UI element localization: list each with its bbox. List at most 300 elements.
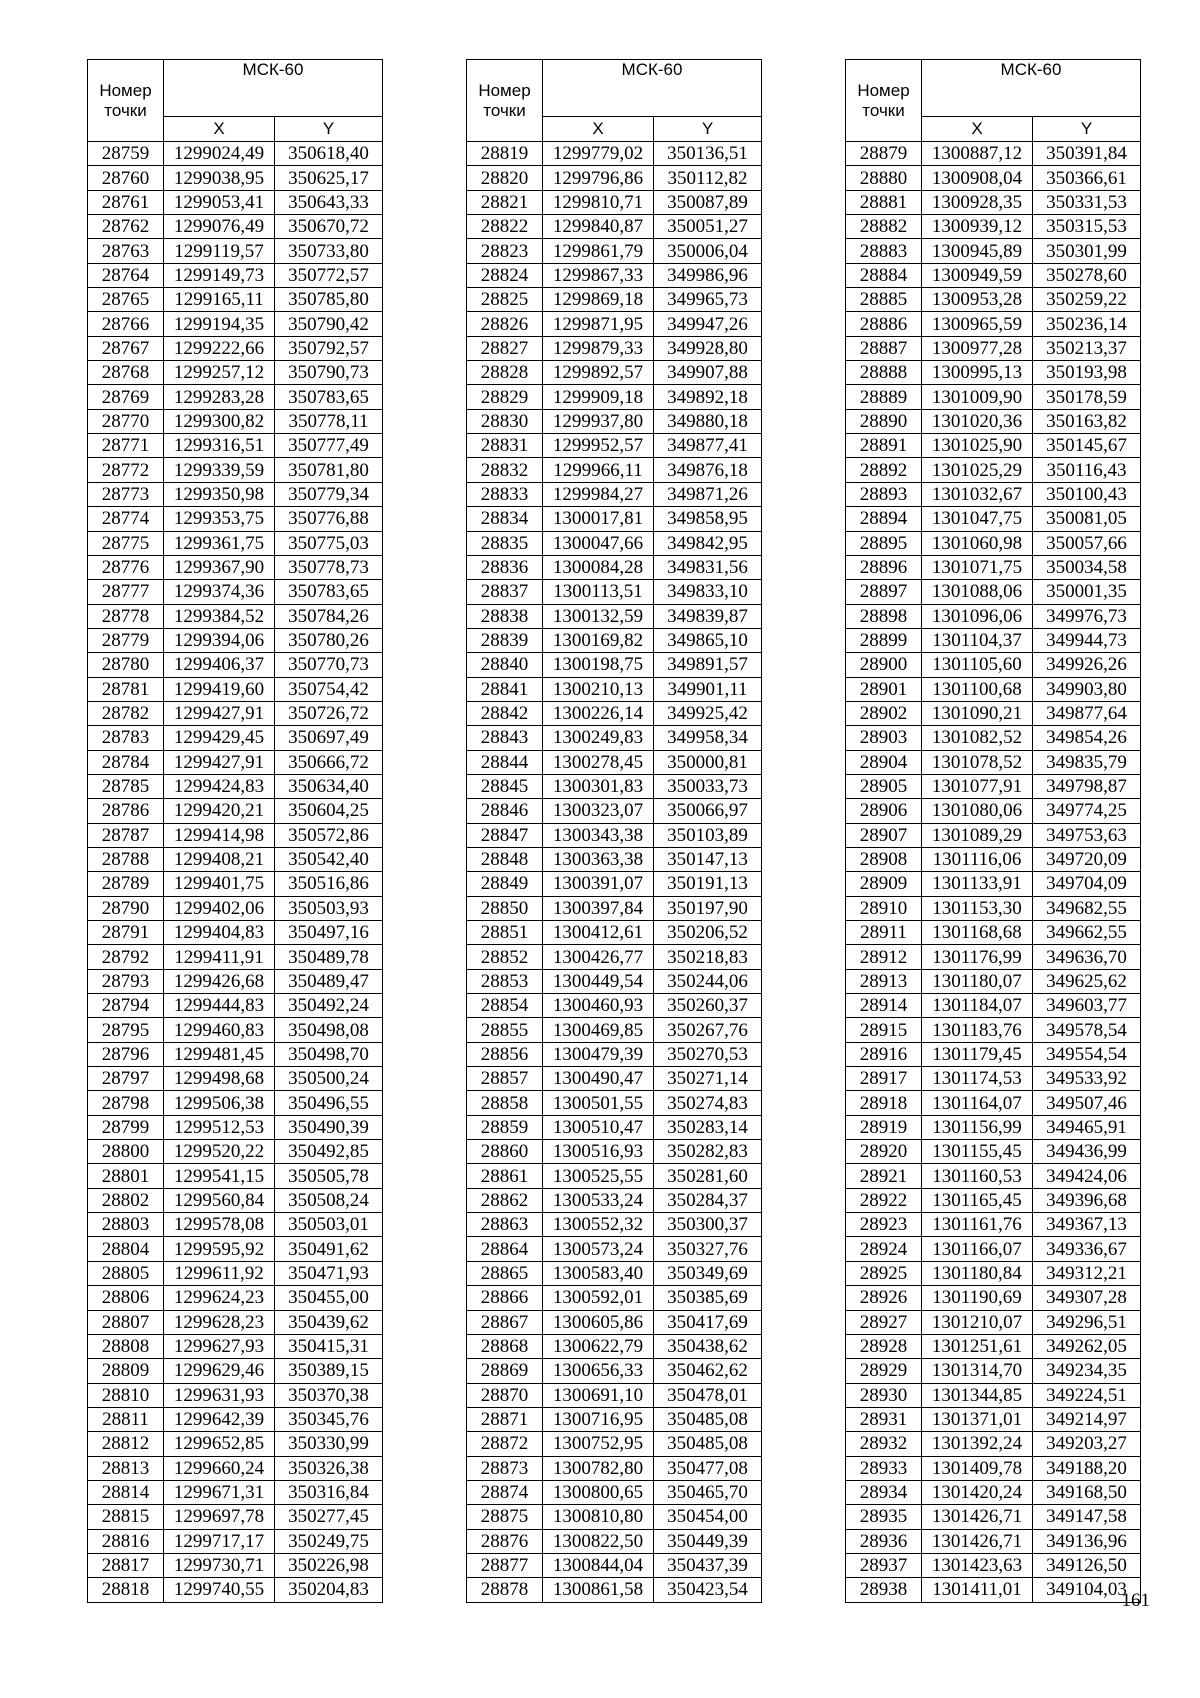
point-number-cell: 28881 bbox=[846, 190, 922, 214]
x-cell: 1300323,07 bbox=[543, 799, 654, 823]
point-number-cell: 28774 bbox=[88, 507, 164, 531]
point-number-cell: 28867 bbox=[467, 1310, 543, 1334]
x-cell: 1299316,51 bbox=[164, 434, 275, 458]
x-cell: 1301392,24 bbox=[922, 1432, 1033, 1456]
point-number-cell: 28849 bbox=[467, 872, 543, 896]
point-number-cell: 28816 bbox=[88, 1529, 164, 1553]
point-number-cell: 28827 bbox=[467, 336, 543, 360]
point-number-cell: 28902 bbox=[846, 701, 922, 725]
y-cell: 350389,15 bbox=[275, 1359, 383, 1383]
y-cell: 350485,08 bbox=[654, 1432, 762, 1456]
x-cell: 1300490,47 bbox=[543, 1067, 654, 1091]
point-number-cell: 28909 bbox=[846, 872, 922, 896]
x-cell: 1300965,59 bbox=[922, 312, 1033, 336]
table-row bbox=[846, 1213, 1141, 1237]
point-number-cell: 28862 bbox=[467, 1188, 543, 1212]
x-cell: 1300552,32 bbox=[543, 1213, 654, 1237]
point-number-cell: 28900 bbox=[846, 653, 922, 677]
point-number-cell: 28872 bbox=[467, 1432, 543, 1456]
table-row bbox=[467, 677, 762, 701]
x-cell: 1299374,36 bbox=[164, 580, 275, 604]
header-y: Y bbox=[1033, 116, 1141, 141]
point-number-cell: 28922 bbox=[846, 1188, 922, 1212]
x-cell: 1300908,04 bbox=[922, 166, 1033, 190]
x-cell: 1299871,95 bbox=[543, 312, 654, 336]
y-cell: 349986,96 bbox=[654, 263, 762, 287]
y-cell: 350193,98 bbox=[1033, 361, 1141, 385]
point-number-cell: 28908 bbox=[846, 847, 922, 871]
y-cell: 350260,37 bbox=[654, 994, 762, 1018]
y-cell: 349603,77 bbox=[1033, 994, 1141, 1018]
table-row bbox=[846, 434, 1141, 458]
y-cell: 350326,38 bbox=[275, 1456, 383, 1480]
y-cell: 350754,42 bbox=[275, 677, 383, 701]
y-cell: 350249,75 bbox=[275, 1529, 383, 1553]
table-row bbox=[88, 1261, 383, 1285]
y-cell: 349104,03 bbox=[1033, 1578, 1141, 1602]
point-number-cell: 28858 bbox=[467, 1091, 543, 1115]
x-cell: 1301116,06 bbox=[922, 847, 1033, 871]
point-number-cell: 28919 bbox=[846, 1115, 922, 1139]
point-number-cell: 28850 bbox=[467, 896, 543, 920]
x-cell: 1301080,06 bbox=[922, 799, 1033, 823]
table-row bbox=[467, 1115, 762, 1139]
point-number-cell: 28871 bbox=[467, 1407, 543, 1431]
point-number-cell: 28809 bbox=[88, 1359, 164, 1383]
point-number-cell: 28876 bbox=[467, 1529, 543, 1553]
point-number-cell: 28866 bbox=[467, 1286, 543, 1310]
table-row bbox=[467, 434, 762, 458]
point-number-cell: 28886 bbox=[846, 312, 922, 336]
point-number-cell: 28821 bbox=[467, 190, 543, 214]
x-cell: 1299053,41 bbox=[164, 190, 275, 214]
table-row bbox=[88, 1334, 383, 1358]
y-cell: 350775,03 bbox=[275, 531, 383, 555]
table-row bbox=[846, 750, 1141, 774]
table-row bbox=[88, 1432, 383, 1456]
table-row bbox=[467, 653, 762, 677]
x-cell: 1300460,93 bbox=[543, 994, 654, 1018]
y-cell: 350244,06 bbox=[654, 969, 762, 993]
x-cell: 1299952,57 bbox=[543, 434, 654, 458]
point-number-cell: 28780 bbox=[88, 653, 164, 677]
y-cell: 350785,80 bbox=[275, 288, 383, 312]
x-cell: 1301155,45 bbox=[922, 1140, 1033, 1164]
point-number-cell: 28782 bbox=[88, 701, 164, 725]
x-cell: 1301411,01 bbox=[922, 1578, 1033, 1602]
y-cell: 350057,66 bbox=[1033, 531, 1141, 555]
table-row bbox=[846, 896, 1141, 920]
table-body bbox=[467, 142, 762, 1603]
table-row bbox=[467, 726, 762, 750]
x-cell: 1299406,37 bbox=[164, 653, 275, 677]
table-row bbox=[467, 750, 762, 774]
x-cell: 1299149,73 bbox=[164, 263, 275, 287]
point-number-cell: 28775 bbox=[88, 531, 164, 555]
x-cell: 1301183,76 bbox=[922, 1018, 1033, 1042]
table-body bbox=[88, 142, 383, 1603]
x-cell: 1299660,24 bbox=[164, 1456, 275, 1480]
table-row bbox=[467, 190, 762, 214]
x-cell: 1300301,83 bbox=[543, 774, 654, 798]
y-cell: 350772,57 bbox=[275, 263, 383, 287]
x-cell: 1301071,75 bbox=[922, 555, 1033, 579]
table-row bbox=[846, 774, 1141, 798]
table-row bbox=[846, 1529, 1141, 1553]
y-cell: 350496,55 bbox=[275, 1091, 383, 1115]
point-number-cell: 28928 bbox=[846, 1334, 922, 1358]
point-number-cell: 28810 bbox=[88, 1383, 164, 1407]
point-number-cell: 28763 bbox=[88, 239, 164, 263]
point-number-cell: 28832 bbox=[467, 458, 543, 482]
x-cell: 1300953,28 bbox=[922, 288, 1033, 312]
x-cell: 1301060,98 bbox=[922, 531, 1033, 555]
point-number-cell: 28896 bbox=[846, 555, 922, 579]
table-row bbox=[846, 653, 1141, 677]
table-row bbox=[846, 312, 1141, 336]
y-cell: 349877,41 bbox=[654, 434, 762, 458]
x-cell: 1299350,98 bbox=[164, 482, 275, 506]
point-number-cell: 28792 bbox=[88, 945, 164, 969]
point-number-cell: 28912 bbox=[846, 945, 922, 969]
table-row bbox=[467, 1310, 762, 1334]
point-number-cell: 28923 bbox=[846, 1213, 922, 1237]
x-cell: 1299404,83 bbox=[164, 921, 275, 945]
point-number-cell: 28814 bbox=[88, 1480, 164, 1504]
page-number: 161 bbox=[1121, 1590, 1150, 1611]
table-row bbox=[88, 872, 383, 896]
y-cell: 350618,40 bbox=[275, 142, 383, 166]
point-number-cell: 28795 bbox=[88, 1018, 164, 1042]
table-row bbox=[846, 555, 1141, 579]
point-number-cell: 28869 bbox=[467, 1359, 543, 1383]
table-row bbox=[467, 166, 762, 190]
point-number-cell: 28911 bbox=[846, 921, 922, 945]
table-row bbox=[467, 1237, 762, 1261]
x-cell: 1299861,79 bbox=[543, 239, 654, 263]
y-cell: 349578,54 bbox=[1033, 1018, 1141, 1042]
point-number-cell: 28910 bbox=[846, 896, 922, 920]
x-cell: 1301166,07 bbox=[922, 1237, 1033, 1261]
x-cell: 1301025,90 bbox=[922, 434, 1033, 458]
x-cell: 1299628,23 bbox=[164, 1310, 275, 1334]
header-point-number: Номер точки bbox=[88, 60, 164, 142]
point-number-cell: 28925 bbox=[846, 1261, 922, 1285]
x-cell: 1301180,07 bbox=[922, 969, 1033, 993]
y-cell: 349296,51 bbox=[1033, 1310, 1141, 1334]
y-cell: 350081,05 bbox=[1033, 507, 1141, 531]
table-row bbox=[846, 604, 1141, 628]
y-cell: 350498,08 bbox=[275, 1018, 383, 1042]
table-row bbox=[846, 1261, 1141, 1285]
point-number-cell: 28856 bbox=[467, 1042, 543, 1066]
table-row bbox=[846, 142, 1141, 166]
x-cell: 1301047,75 bbox=[922, 507, 1033, 531]
table-row bbox=[88, 1237, 383, 1261]
point-number-cell: 28904 bbox=[846, 750, 922, 774]
x-cell: 1300583,40 bbox=[543, 1261, 654, 1285]
point-number-cell: 28797 bbox=[88, 1067, 164, 1091]
point-number-cell: 28914 bbox=[846, 994, 922, 1018]
point-number-cell: 28819 bbox=[467, 142, 543, 166]
x-cell: 1299520,22 bbox=[164, 1140, 275, 1164]
point-number-cell: 28921 bbox=[846, 1164, 922, 1188]
point-number-cell: 28868 bbox=[467, 1334, 543, 1358]
x-cell: 1299460,83 bbox=[164, 1018, 275, 1042]
table-row bbox=[846, 239, 1141, 263]
x-cell: 1300605,86 bbox=[543, 1310, 654, 1334]
x-cell: 1301088,06 bbox=[922, 580, 1033, 604]
table-row bbox=[846, 1164, 1141, 1188]
y-cell: 350643,33 bbox=[275, 190, 383, 214]
point-number-cell: 28839 bbox=[467, 628, 543, 652]
table-row bbox=[846, 945, 1141, 969]
table-row bbox=[846, 1383, 1141, 1407]
x-cell: 1300949,59 bbox=[922, 263, 1033, 287]
point-number-cell: 28916 bbox=[846, 1042, 922, 1066]
table-row bbox=[88, 677, 383, 701]
y-cell: 350271,14 bbox=[654, 1067, 762, 1091]
y-cell: 349533,92 bbox=[1033, 1067, 1141, 1091]
table-row bbox=[88, 1553, 383, 1577]
x-cell: 1299740,55 bbox=[164, 1578, 275, 1602]
y-cell: 350000,81 bbox=[654, 750, 762, 774]
y-cell: 350300,37 bbox=[654, 1213, 762, 1237]
point-number-cell: 28857 bbox=[467, 1067, 543, 1091]
point-number-cell: 28824 bbox=[467, 263, 543, 287]
x-cell: 1300479,39 bbox=[543, 1042, 654, 1066]
table-row bbox=[467, 142, 762, 166]
point-number-cell: 28787 bbox=[88, 823, 164, 847]
table-row bbox=[846, 409, 1141, 433]
y-cell: 350112,82 bbox=[654, 166, 762, 190]
table-row bbox=[846, 1042, 1141, 1066]
point-number-cell: 28885 bbox=[846, 288, 922, 312]
y-cell: 350462,62 bbox=[654, 1359, 762, 1383]
x-cell: 1299424,83 bbox=[164, 774, 275, 798]
table-row bbox=[88, 1480, 383, 1504]
point-number-cell: 28863 bbox=[467, 1213, 543, 1237]
point-number-cell: 28826 bbox=[467, 312, 543, 336]
table-row bbox=[467, 1018, 762, 1042]
y-cell: 349662,55 bbox=[1033, 921, 1141, 945]
y-cell: 350455,00 bbox=[275, 1286, 383, 1310]
x-cell: 1299624,23 bbox=[164, 1286, 275, 1310]
point-number-cell: 28813 bbox=[88, 1456, 164, 1480]
x-cell: 1300800,65 bbox=[543, 1480, 654, 1504]
x-cell: 1299367,90 bbox=[164, 555, 275, 579]
y-cell: 350783,65 bbox=[275, 385, 383, 409]
table-row bbox=[88, 239, 383, 263]
x-cell: 1301082,52 bbox=[922, 726, 1033, 750]
x-cell: 1300249,83 bbox=[543, 726, 654, 750]
point-number-cell: 28854 bbox=[467, 994, 543, 1018]
x-cell: 1299394,06 bbox=[164, 628, 275, 652]
point-number-cell: 28875 bbox=[467, 1505, 543, 1529]
y-cell: 350542,40 bbox=[275, 847, 383, 871]
table-row bbox=[88, 142, 383, 166]
x-cell: 1300226,14 bbox=[543, 701, 654, 725]
y-cell: 350604,25 bbox=[275, 799, 383, 823]
table-row bbox=[88, 1456, 383, 1480]
x-cell: 1300397,84 bbox=[543, 896, 654, 920]
y-cell: 350497,16 bbox=[275, 921, 383, 945]
x-cell: 1301420,24 bbox=[922, 1480, 1033, 1504]
y-cell: 350033,73 bbox=[654, 774, 762, 798]
y-cell: 350391,84 bbox=[1033, 142, 1141, 166]
y-cell: 350345,76 bbox=[275, 1407, 383, 1431]
point-number-cell: 28817 bbox=[88, 1553, 164, 1577]
x-cell: 1301164,07 bbox=[922, 1091, 1033, 1115]
x-cell: 1299119,57 bbox=[164, 239, 275, 263]
y-cell: 350206,52 bbox=[654, 921, 762, 945]
y-cell: 349876,18 bbox=[654, 458, 762, 482]
x-cell: 1300510,47 bbox=[543, 1115, 654, 1139]
point-number-cell: 28937 bbox=[846, 1553, 922, 1577]
y-cell: 349424,06 bbox=[1033, 1164, 1141, 1188]
y-cell: 349312,21 bbox=[1033, 1261, 1141, 1285]
point-number-cell: 28920 bbox=[846, 1140, 922, 1164]
point-number-cell: 28766 bbox=[88, 312, 164, 336]
x-cell: 1300573,24 bbox=[543, 1237, 654, 1261]
x-cell: 1301161,76 bbox=[922, 1213, 1033, 1237]
point-number-cell: 28929 bbox=[846, 1359, 922, 1383]
x-cell: 1301426,71 bbox=[922, 1505, 1033, 1529]
point-number-cell: 28907 bbox=[846, 823, 922, 847]
table-row bbox=[467, 921, 762, 945]
x-cell: 1299411,91 bbox=[164, 945, 275, 969]
point-number-cell: 28873 bbox=[467, 1456, 543, 1480]
y-cell: 350572,86 bbox=[275, 823, 383, 847]
x-cell: 1300810,80 bbox=[543, 1505, 654, 1529]
table-row bbox=[88, 1286, 383, 1310]
point-number-cell: 28794 bbox=[88, 994, 164, 1018]
table-row bbox=[88, 847, 383, 871]
header-x: X bbox=[164, 116, 275, 141]
point-number-cell: 28887 bbox=[846, 336, 922, 360]
x-cell: 1299076,49 bbox=[164, 215, 275, 239]
point-number-cell: 28879 bbox=[846, 142, 922, 166]
y-cell: 349854,26 bbox=[1033, 726, 1141, 750]
x-cell: 1299627,93 bbox=[164, 1334, 275, 1358]
x-cell: 1300822,50 bbox=[543, 1529, 654, 1553]
point-number-cell: 28924 bbox=[846, 1237, 922, 1261]
x-cell: 1300525,55 bbox=[543, 1164, 654, 1188]
table-row bbox=[846, 385, 1141, 409]
table-row bbox=[467, 945, 762, 969]
x-cell: 1301077,91 bbox=[922, 774, 1033, 798]
table-row bbox=[846, 531, 1141, 555]
table-row bbox=[467, 1334, 762, 1358]
x-cell: 1299222,66 bbox=[164, 336, 275, 360]
point-number-cell: 28800 bbox=[88, 1140, 164, 1164]
table-row bbox=[467, 531, 762, 555]
table-row bbox=[467, 263, 762, 287]
table-row bbox=[467, 458, 762, 482]
x-cell: 1299937,80 bbox=[543, 409, 654, 433]
point-number-cell: 28760 bbox=[88, 166, 164, 190]
point-number-cell: 28861 bbox=[467, 1164, 543, 1188]
point-number-cell: 28878 bbox=[467, 1578, 543, 1602]
x-cell: 1301105,60 bbox=[922, 653, 1033, 677]
x-cell: 1299194,35 bbox=[164, 312, 275, 336]
table-row bbox=[846, 628, 1141, 652]
y-cell: 350213,37 bbox=[1033, 336, 1141, 360]
point-number-cell: 28770 bbox=[88, 409, 164, 433]
y-cell: 350066,97 bbox=[654, 799, 762, 823]
table-row bbox=[467, 1286, 762, 1310]
y-cell: 349465,91 bbox=[1033, 1115, 1141, 1139]
point-number-cell: 28843 bbox=[467, 726, 543, 750]
table-row bbox=[88, 896, 383, 920]
y-cell: 350274,83 bbox=[654, 1091, 762, 1115]
y-cell: 350218,83 bbox=[654, 945, 762, 969]
point-number-cell: 28784 bbox=[88, 750, 164, 774]
y-cell: 349858,95 bbox=[654, 507, 762, 531]
table-row bbox=[846, 994, 1141, 1018]
table-row bbox=[467, 1164, 762, 1188]
y-cell: 350770,73 bbox=[275, 653, 383, 677]
x-cell: 1301184,07 bbox=[922, 994, 1033, 1018]
header-point-number: Номер точки bbox=[467, 60, 543, 142]
table-row bbox=[88, 1578, 383, 1602]
header-coordinate-system: МСК-60 bbox=[922, 60, 1141, 117]
x-cell: 1299361,75 bbox=[164, 531, 275, 555]
y-cell: 350790,42 bbox=[275, 312, 383, 336]
point-number-cell: 28769 bbox=[88, 385, 164, 409]
x-cell: 1300426,77 bbox=[543, 945, 654, 969]
point-number-cell: 28889 bbox=[846, 385, 922, 409]
point-number-cell: 28918 bbox=[846, 1091, 922, 1115]
table-row bbox=[88, 458, 383, 482]
x-cell: 1301344,85 bbox=[922, 1383, 1033, 1407]
table-row bbox=[467, 409, 762, 433]
y-cell: 349307,28 bbox=[1033, 1286, 1141, 1310]
table-row bbox=[88, 288, 383, 312]
y-cell: 350327,76 bbox=[654, 1237, 762, 1261]
x-cell: 1300533,24 bbox=[543, 1188, 654, 1212]
x-cell: 1299408,21 bbox=[164, 847, 275, 871]
point-number-cell: 28893 bbox=[846, 482, 922, 506]
table-row bbox=[467, 1091, 762, 1115]
point-number-cell: 28822 bbox=[467, 215, 543, 239]
point-number-cell: 28835 bbox=[467, 531, 543, 555]
table-row bbox=[846, 921, 1141, 945]
y-cell: 349234,35 bbox=[1033, 1359, 1141, 1383]
table-row bbox=[846, 1456, 1141, 1480]
table-row bbox=[467, 1529, 762, 1553]
point-number-cell: 28765 bbox=[88, 288, 164, 312]
x-cell: 1299642,39 bbox=[164, 1407, 275, 1431]
point-number-cell: 28891 bbox=[846, 434, 922, 458]
x-cell: 1301210,07 bbox=[922, 1310, 1033, 1334]
x-cell: 1299869,18 bbox=[543, 288, 654, 312]
y-cell: 350449,39 bbox=[654, 1529, 762, 1553]
table-row bbox=[467, 1578, 762, 1602]
point-number-cell: 28786 bbox=[88, 799, 164, 823]
y-cell: 349188,20 bbox=[1033, 1456, 1141, 1480]
y-cell: 350417,69 bbox=[654, 1310, 762, 1334]
coordinates-table-2 bbox=[466, 59, 762, 1603]
x-cell: 1299879,33 bbox=[543, 336, 654, 360]
table-row bbox=[467, 288, 762, 312]
y-cell: 350784,26 bbox=[275, 604, 383, 628]
point-number-cell: 28806 bbox=[88, 1286, 164, 1310]
table-row bbox=[846, 847, 1141, 871]
point-number-cell: 28844 bbox=[467, 750, 543, 774]
table-row bbox=[467, 628, 762, 652]
header-point-number: Номер точки bbox=[846, 60, 922, 142]
